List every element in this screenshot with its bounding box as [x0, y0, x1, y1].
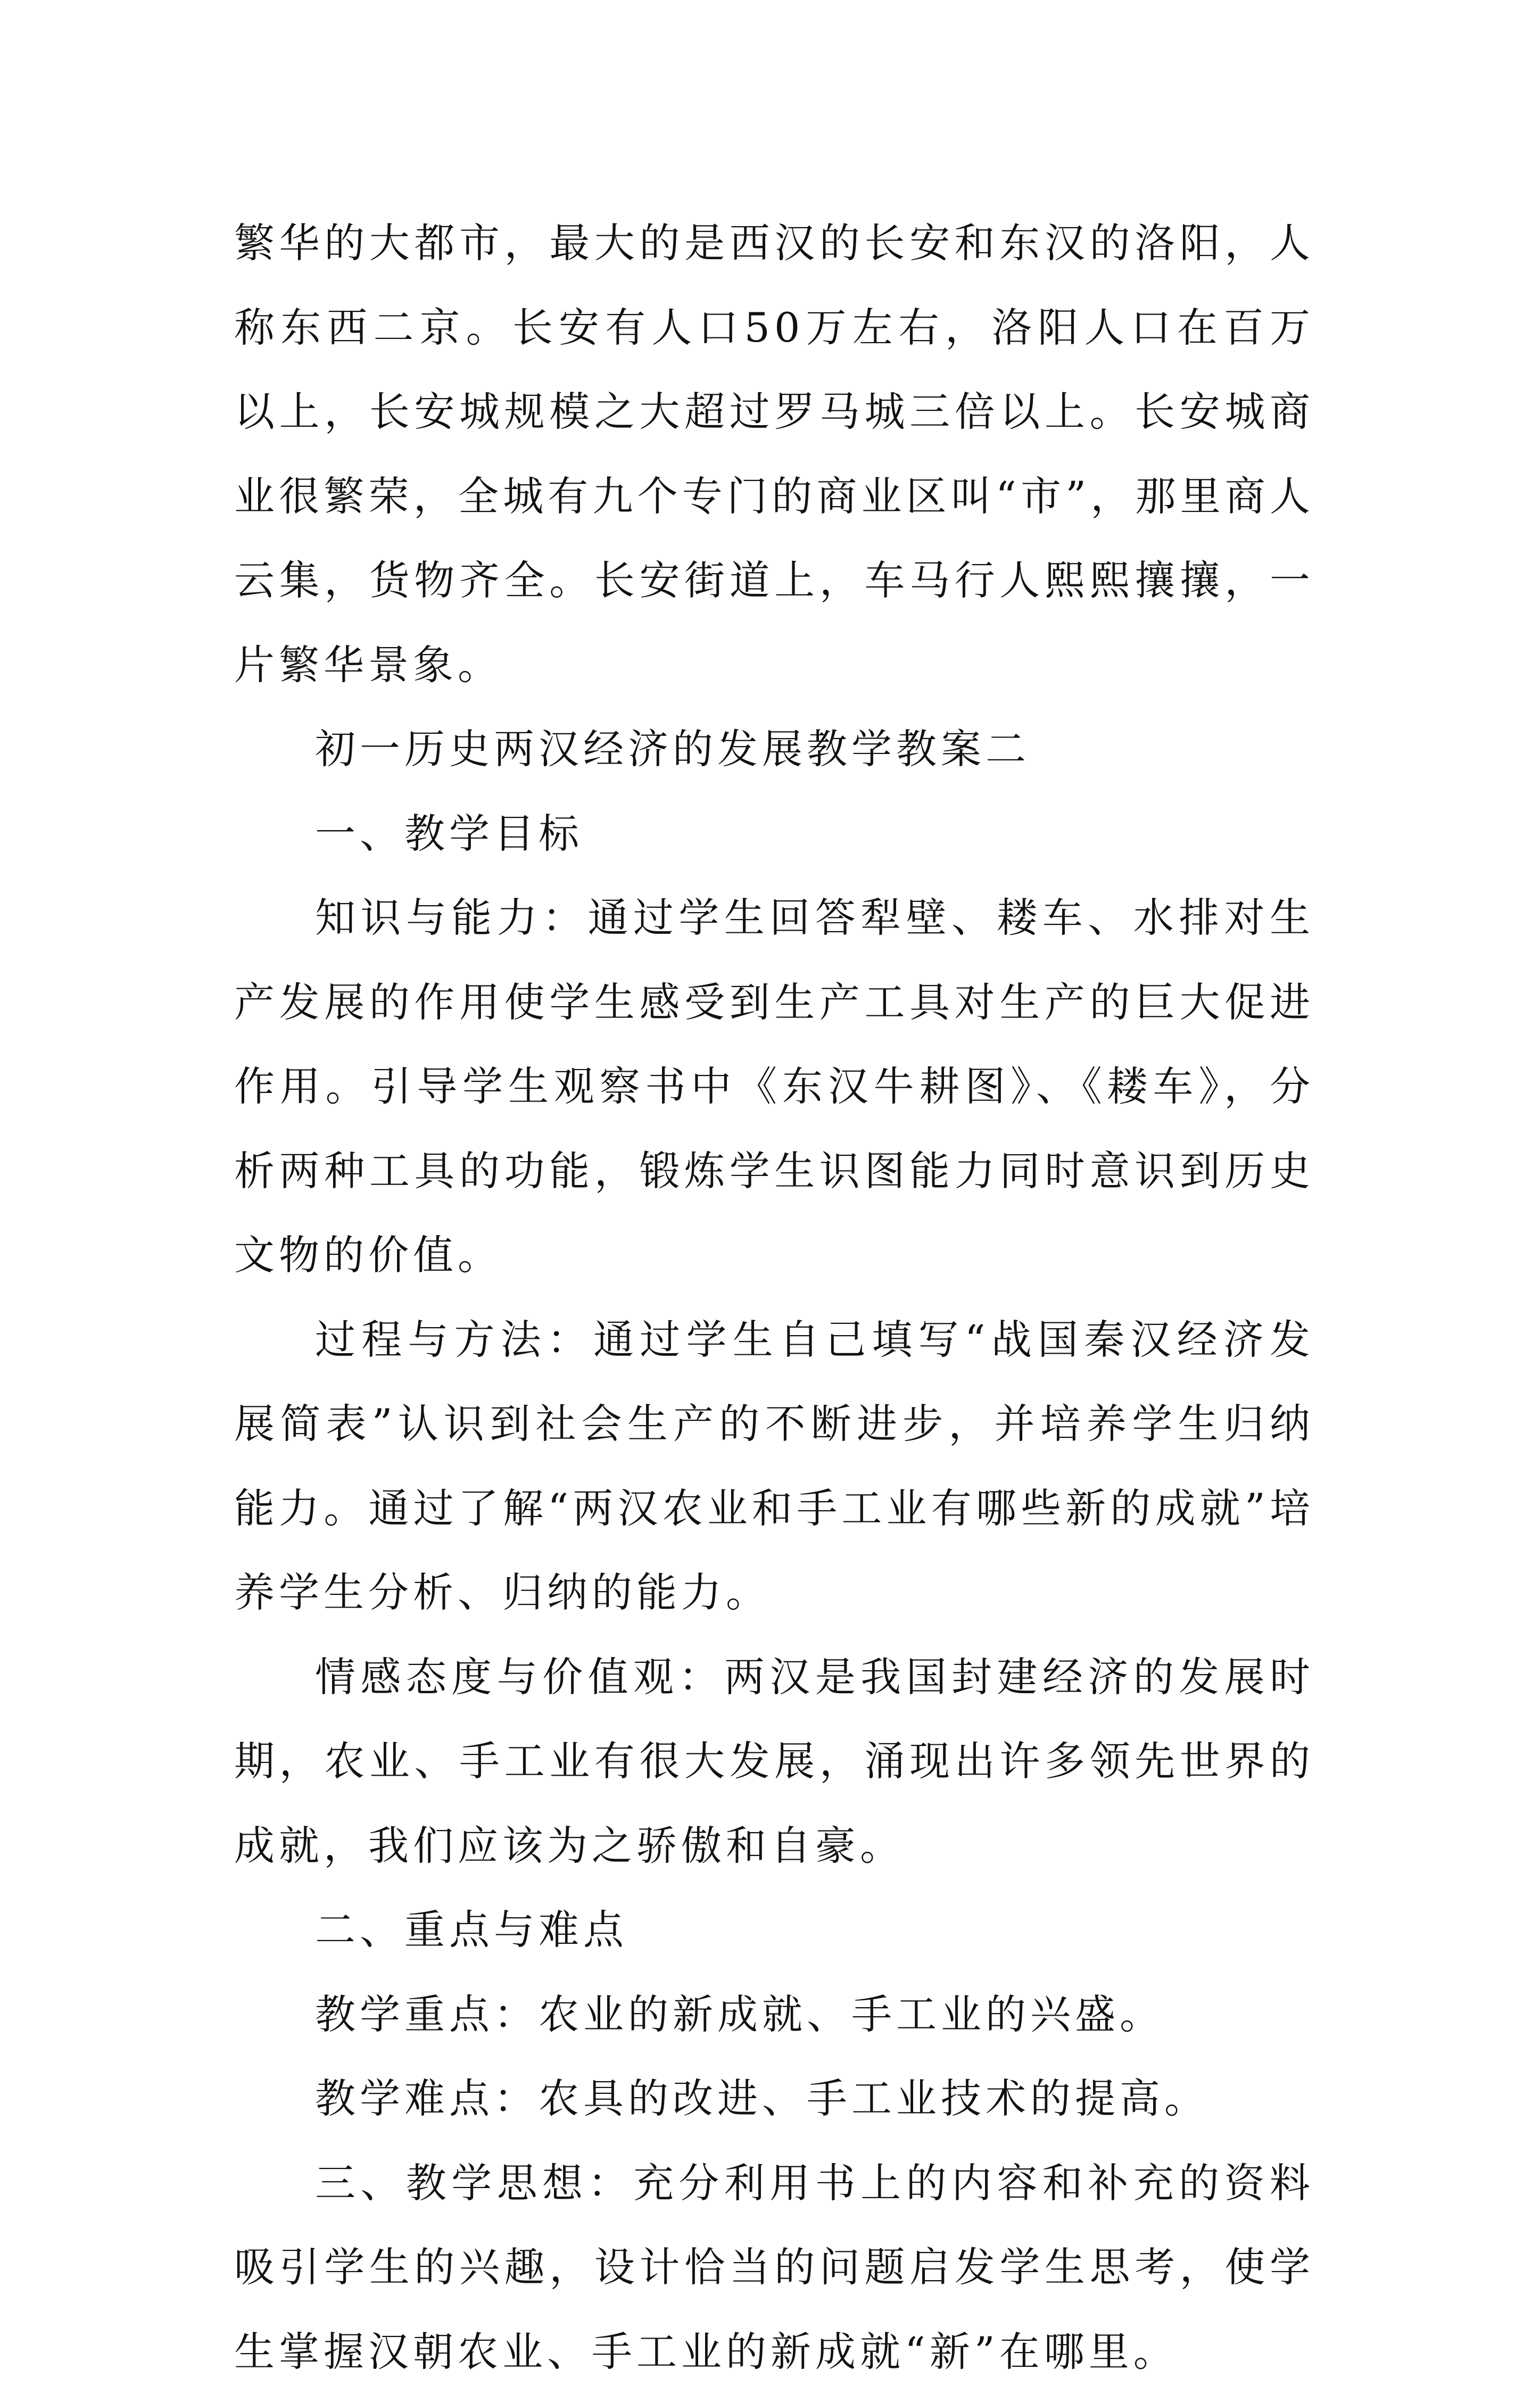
paragraph-emotion-and-values: 情感态度与价值观：两汉是我国封建经济的发展时期，农业、手工业有很大发展，涌现出许多领先世界的成就，我们应该为之骄傲和自豪。 [234, 1635, 1314, 1888]
paragraph-knowledge-and-ability: 知识与能力：通过学生回答犁壁、耧车、水排对生产发展的作用使学生感受到生产工具对生产的巨大促进作用。引导学生观察书中《东汉牛耕图》、《耧车》，分析两种工具的功能，锻炼学生识图能力同时意识到历史文物的价值。 [234, 876, 1314, 1298]
section-heading-teaching-objectives: 一、教学目标 [234, 792, 1314, 876]
paragraph-teaching-thought: 三、教学思想：充分利用书上的内容和补充的资料吸引学生的兴趣，设计恰当的问题启发学生思考，使学生掌握汉朝农业、手工业的新成就“新”在哪里。 [234, 2141, 1314, 2394]
paragraph-teaching-key-point: 教学重点：农业的新成就、手工业的兴盛。 [234, 1973, 1314, 2057]
paragraph-process-and-method: 过程与方法：通过学生自己填写“战国秦汉经济发展简表”认识到社会生产的不断进步，并培养学生归纳能力。通过了解“两汉农业和手工业有哪些新的成就”培养学生分析、归纳的能力。 [234, 1298, 1314, 1635]
document-body [234, 201, 1314, 2394]
section-heading-key-and-difficult-points: 二、重点与难点 [234, 1888, 1314, 1973]
lesson-plan-title: 初一历史两汉经济的发展教学教案二 [234, 707, 1314, 792]
paragraph-changan-description: 繁华的大都市，最大的是西汉的长安和东汉的洛阳，人称东西二京。长安有人口50万左右，洛阳人口在百万以上，长安城规模之大超过罗马城三倍以上。长安城商业很繁荣，全城有九个专门的商业区叫“市”，那里商人云集，货物齐全。长安街道上，车马行人熙熙攘攘，一片繁华景象。 [234, 201, 1314, 707]
paragraph-teaching-difficulty: 教学难点：农具的改进、手工业技术的提高。 [234, 2057, 1314, 2141]
